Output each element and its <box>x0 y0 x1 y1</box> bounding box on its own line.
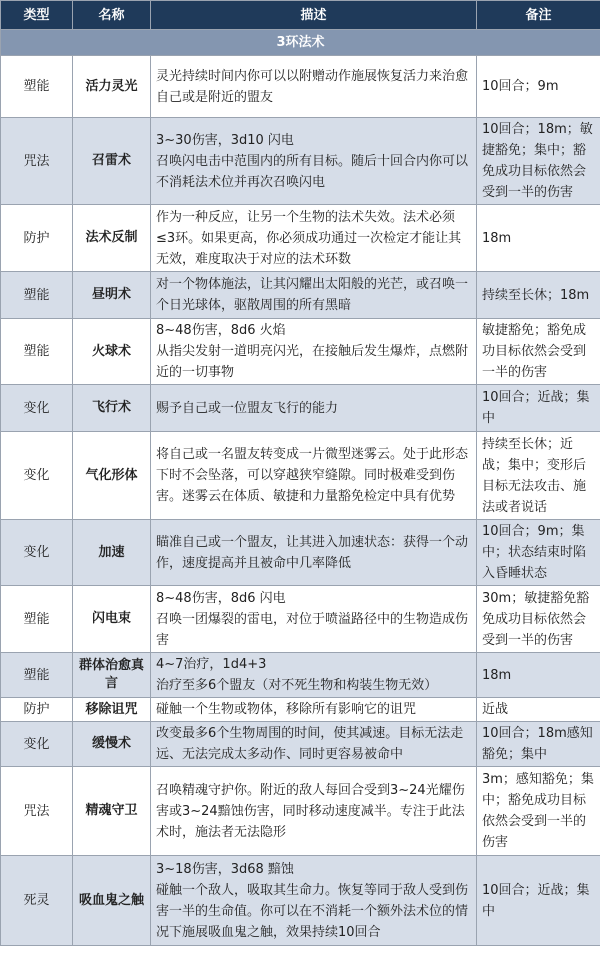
note-cell: 10回合；9m <box>477 56 600 118</box>
type-cell: 咒法 <box>1 767 73 856</box>
desc-cell: 对一个物体施法，让其闪耀出太阳般的光芒，或召唤一个日光球体，驱散周围的所有黑暗 <box>151 272 477 319</box>
desc-cell: 灵光持续时间内你可以以附赠动作施展恢复活力来治愈自己或是附近的盟友 <box>151 56 477 118</box>
header-row <box>1 1 600 30</box>
name-cell: 昼明术 <box>73 272 151 319</box>
table-row <box>1 56 600 118</box>
note-cell: 10回合；近战；集中 <box>477 385 600 432</box>
name-cell: 召雷术 <box>73 118 151 205</box>
desc-cell: 8~48伤害，8d6 闪电 召唤一团爆裂的雷电，对位于喷溢路径中的生物造成伤害 <box>151 586 477 653</box>
table-row <box>1 319 600 385</box>
note-cell: 持续至长休；近战；集中；变形后目标无法攻击、施法或者说话 <box>477 432 600 520</box>
name-cell: 火球术 <box>73 319 151 385</box>
section-row <box>1 30 600 56</box>
table-row <box>1 722 600 767</box>
desc-cell: 将自己或一名盟友转变成一片微型迷雾云。处于此形态下时不会坠落，可以穿越狭窄缝隙。同时极难受到伤害。迷雾云在体质、敏捷和力量豁免检定中具有优势 <box>151 432 477 520</box>
table-row <box>1 856 600 946</box>
desc-cell: 碰触一个生物或物体，移除所有影响它的诅咒 <box>151 698 477 722</box>
desc-cell: 3~18伤害，3d68 黯蚀 碰触一个敌人，吸取其生命力。恢复等同于敌人受到伤害一半的生命值。你可以在不消耗一个额外法术位的情况下施展吸血鬼之触，效果持续10回合 <box>151 856 477 946</box>
note-cell: 18m <box>477 653 600 698</box>
desc-cell: 改变最多6个生物周围的时间，使其减速。目标无法走远、无法完成太多动作、同时更容易被命中 <box>151 722 477 767</box>
desc-cell: 8~48伤害，8d6 火焰 从指尖发射一道明亮闪光，在接触后发生爆炸，点燃附近的一切事物 <box>151 319 477 385</box>
note-cell: 持续至长休；18m <box>477 272 600 319</box>
name-cell: 闪电束 <box>73 586 151 653</box>
note-cell: 10回合；9m；集中；状态结束时陷入昏睡状态 <box>477 520 600 586</box>
type-cell: 变化 <box>1 722 73 767</box>
note-cell: 3m；感知豁免；集中；豁免成功目标依然会受到一半的伤害 <box>477 767 600 856</box>
name-cell: 群体治愈真言 <box>73 653 151 698</box>
table-row <box>1 653 600 698</box>
type-cell: 塑能 <box>1 56 73 118</box>
name-cell: 气化形体 <box>73 432 151 520</box>
desc-cell: 4~7治疗，1d4+3 治疗至多6个盟友（对不死生物和构装生物无效） <box>151 653 477 698</box>
note-cell: 近战 <box>477 698 600 722</box>
name-cell: 飞行术 <box>73 385 151 432</box>
header-note: 备注 <box>477 1 600 30</box>
type-cell: 咒法 <box>1 118 73 205</box>
type-cell: 变化 <box>1 520 73 586</box>
header-desc: 描述 <box>151 1 477 30</box>
header-type: 类型 <box>1 1 73 30</box>
desc-cell: 召唤精魂守护你。附近的敌人每回合受到3~24光耀伤害或3~24黯蚀伤害，同时移动速度减半。专注于此法术时，施法者无法隐形 <box>151 767 477 856</box>
table-row <box>1 205 600 272</box>
table-row <box>1 698 600 722</box>
name-cell: 精魂守卫 <box>73 767 151 856</box>
note-cell: 10回合；18m感知豁免；集中 <box>477 722 600 767</box>
type-cell: 防护 <box>1 205 73 272</box>
type-cell: 防护 <box>1 698 73 722</box>
type-cell: 死灵 <box>1 856 73 946</box>
table-row <box>1 118 600 205</box>
desc-cell: 作为一种反应，让另一个生物的法术失效。法术必须≤3环。如果更高，你必须成功通过一次检定才能让其无效，难度取决于对应的法术环数 <box>151 205 477 272</box>
note-cell: 10回合；18m；敏捷豁免；集中；豁免成功目标依然会受到一半的伤害 <box>477 118 600 205</box>
table-row <box>1 385 600 432</box>
note-cell: 敏捷豁免；豁免成功目标依然会受到一半的伤害 <box>477 319 600 385</box>
note-cell: 10回合；近战；集中 <box>477 856 600 946</box>
note-cell: 30m；敏捷豁免豁免成功目标依然会受到一半的伤害 <box>477 586 600 653</box>
type-cell: 塑能 <box>1 272 73 319</box>
header-name: 名称 <box>73 1 151 30</box>
type-cell: 变化 <box>1 432 73 520</box>
table-row <box>1 272 600 319</box>
type-cell: 变化 <box>1 385 73 432</box>
table-row <box>1 520 600 586</box>
type-cell: 塑能 <box>1 319 73 385</box>
table-row <box>1 767 600 856</box>
section-title: 3环法术 <box>1 30 600 56</box>
desc-cell: 瞄准自己或一个盟友，让其进入加速状态：获得一个动作，速度提高并且被命中几率降低 <box>151 520 477 586</box>
desc-cell: 赐予自己或一位盟友飞行的能力 <box>151 385 477 432</box>
desc-cell: 3~30伤害，3d10 闪电 召唤闪电击中范围内的所有目标。随后十回合内你可以不消耗法术位并再次召唤闪电 <box>151 118 477 205</box>
name-cell: 吸血鬼之触 <box>73 856 151 946</box>
name-cell: 移除诅咒 <box>73 698 151 722</box>
name-cell: 缓慢术 <box>73 722 151 767</box>
table-row <box>1 432 600 520</box>
name-cell: 加速 <box>73 520 151 586</box>
name-cell: 法术反制 <box>73 205 151 272</box>
name-cell: 活力灵光 <box>73 56 151 118</box>
note-cell: 18m <box>477 205 600 272</box>
type-cell: 塑能 <box>1 653 73 698</box>
table-row <box>1 586 600 653</box>
type-cell: 塑能 <box>1 586 73 653</box>
